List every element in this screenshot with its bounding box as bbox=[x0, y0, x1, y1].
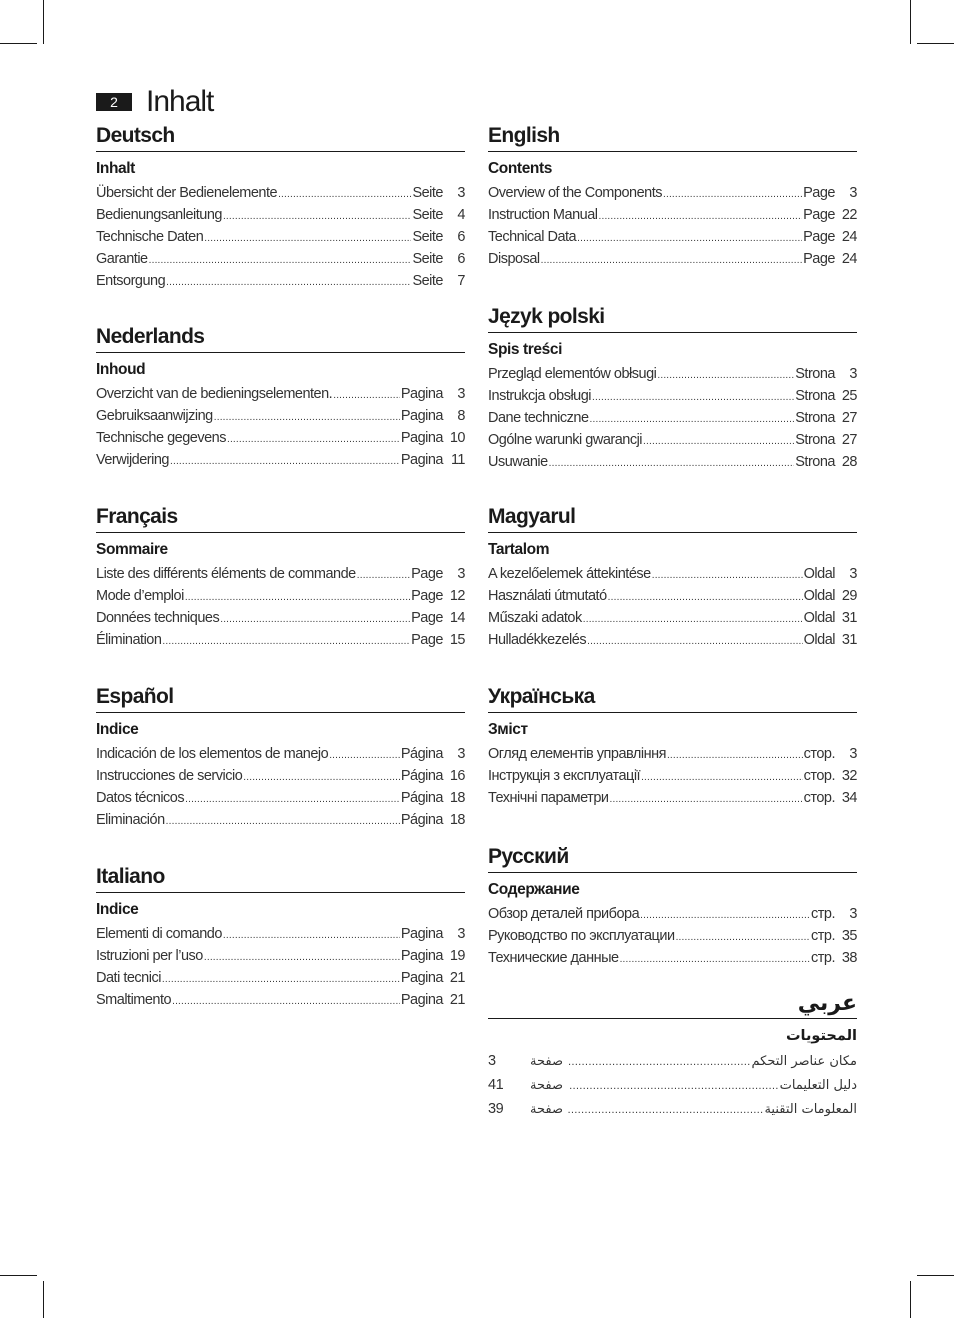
toc-page-number: 3 bbox=[457, 926, 465, 942]
toc-page-label: Seite bbox=[412, 251, 443, 267]
toc-entry bbox=[488, 904, 857, 926]
toc-entry-title: Технічні параметри bbox=[488, 790, 609, 806]
toc-entry-title: Gebruiksaanwijzing bbox=[96, 408, 213, 424]
toc-page-number: 39 bbox=[488, 1101, 504, 1117]
crop-mark bbox=[43, 1281, 44, 1318]
section-subtitle: Содержание bbox=[488, 881, 580, 898]
toc-page-label: Pagina bbox=[400, 386, 443, 402]
toc-entry-title: Élimination bbox=[96, 632, 162, 648]
toc-entry bbox=[488, 408, 857, 430]
toc-page-number: 3 bbox=[457, 185, 465, 201]
dot-leader bbox=[172, 990, 400, 1012]
toc-entry-title: Ogólne warunki gwarancji bbox=[488, 432, 643, 448]
dot-leader bbox=[657, 364, 794, 386]
toc-entry-title: Instrucciones de servicio bbox=[96, 768, 243, 784]
toc-entry bbox=[488, 1050, 857, 1074]
toc-page-label: Page bbox=[803, 251, 835, 267]
toc-entry bbox=[488, 788, 857, 810]
section-subtitle: Contents bbox=[488, 160, 552, 177]
dot-leader bbox=[641, 766, 803, 788]
toc-page-label: صفحة bbox=[530, 1102, 563, 1117]
toc-entry-title: Інструкція з експлуатації bbox=[488, 768, 641, 784]
section-title: English bbox=[488, 123, 857, 152]
dot-leader bbox=[166, 271, 411, 293]
toc-page-number: 10 bbox=[449, 430, 465, 446]
page-number-badge: 2 bbox=[96, 93, 132, 111]
toc-page-label: стр. bbox=[811, 950, 835, 966]
toc-entry-title: Hulladékkezelés bbox=[488, 632, 587, 648]
dot-leader bbox=[357, 564, 410, 586]
toc-entry bbox=[96, 810, 465, 832]
toc-entry bbox=[488, 249, 857, 271]
toc-page-number: 21 bbox=[449, 992, 465, 1008]
toc-page-label: Pagina bbox=[400, 430, 443, 446]
toc-page-number: 3 bbox=[849, 906, 857, 922]
toc-page-number: 15 bbox=[449, 632, 465, 648]
dot-leader bbox=[676, 926, 810, 948]
toc-section-ar bbox=[488, 990, 857, 1122]
toc-list bbox=[96, 744, 465, 832]
section-subtitle: Indice bbox=[96, 901, 139, 918]
toc-page-number: 14 bbox=[449, 610, 465, 626]
toc-page-number: 18 bbox=[449, 790, 465, 806]
toc-entry bbox=[96, 450, 465, 472]
toc-entry bbox=[96, 990, 465, 1012]
toc-entry-title: Технические данные bbox=[488, 950, 619, 966]
dot-leader bbox=[587, 630, 803, 652]
toc-entry-title: Руководство по эксплуатации bbox=[488, 928, 675, 944]
toc-entry bbox=[488, 205, 857, 227]
section-title: Nederlands bbox=[96, 324, 465, 353]
toc-page-label: стр. bbox=[811, 906, 835, 922]
toc-page-label: Page bbox=[803, 185, 835, 201]
section-title: Italiano bbox=[96, 864, 465, 893]
dot-leader bbox=[549, 452, 795, 474]
toc-page-number: 22 bbox=[841, 207, 857, 223]
toc-list bbox=[96, 924, 465, 1012]
dot-leader bbox=[220, 608, 410, 630]
section-title: Español bbox=[96, 684, 465, 713]
toc-page-label: Pagina bbox=[400, 992, 443, 1008]
dot-leader bbox=[185, 788, 400, 810]
toc-section-pl bbox=[488, 304, 857, 474]
toc-page-number: 35 bbox=[841, 928, 857, 944]
toc-page-number: 41 bbox=[488, 1077, 504, 1093]
section-subtitle: Indice bbox=[96, 721, 139, 738]
toc-page-number: 32 bbox=[841, 768, 857, 784]
toc-entry-title: Dati tecnici bbox=[96, 970, 161, 986]
dot-leader bbox=[583, 608, 803, 630]
toc-section-es bbox=[96, 684, 465, 832]
dot-leader bbox=[162, 630, 410, 652]
toc-list bbox=[488, 364, 857, 474]
toc-entry-title: Entsorgung bbox=[96, 273, 166, 289]
toc-page-label: Pagina bbox=[400, 452, 443, 468]
toc-page-label: Seite bbox=[412, 273, 443, 289]
toc-entry-title: Instrukcja obsługi bbox=[488, 388, 592, 404]
toc-page-number: 29 bbox=[841, 588, 857, 604]
toc-page-label: Página bbox=[400, 746, 443, 762]
toc-page-label: Page bbox=[411, 632, 443, 648]
dot-leader bbox=[568, 1099, 763, 1122]
toc-list bbox=[488, 1050, 857, 1122]
toc-page-label: صفحة bbox=[530, 1054, 563, 1069]
dot-leader bbox=[149, 249, 412, 271]
dot-leader bbox=[568, 1051, 751, 1074]
section-title: Magyarul bbox=[488, 504, 857, 533]
dot-leader bbox=[333, 384, 400, 406]
toc-entry bbox=[96, 271, 465, 293]
toc-entry bbox=[96, 766, 465, 788]
toc-page-number: 7 bbox=[457, 273, 465, 289]
toc-entry-title: Technische Daten bbox=[96, 229, 204, 245]
crop-mark bbox=[917, 43, 954, 44]
toc-entry bbox=[488, 608, 857, 630]
toc-entry-title: دليل التعليمات bbox=[779, 1078, 857, 1093]
dot-leader bbox=[329, 744, 400, 766]
toc-page-label: стор. bbox=[803, 768, 835, 784]
toc-entry-title: Usuwanie bbox=[488, 454, 548, 470]
dot-leader bbox=[243, 766, 400, 788]
toc-list bbox=[488, 183, 857, 271]
toc-list bbox=[96, 183, 465, 293]
toc-page-label: Page bbox=[411, 610, 443, 626]
toc-page-number: 18 bbox=[449, 812, 465, 828]
toc-page-label: Oldal bbox=[803, 588, 835, 604]
toc-entry bbox=[96, 564, 465, 586]
toc-entry bbox=[488, 364, 857, 386]
toc-entry-title: A kezelőelemek áttekintése bbox=[488, 566, 651, 582]
toc-entry-title: Instruction Manual bbox=[488, 207, 598, 223]
toc-entry bbox=[488, 452, 857, 474]
toc-page-number: 21 bbox=[449, 970, 465, 986]
toc-page-number: 31 bbox=[841, 632, 857, 648]
toc-page-label: Page bbox=[411, 588, 443, 604]
dot-leader bbox=[166, 810, 400, 832]
toc-entry-title: Données techniques bbox=[96, 610, 220, 626]
toc-section-fr bbox=[96, 504, 465, 652]
dot-leader bbox=[162, 968, 400, 990]
toc-entry-title: Обзор деталей прибора bbox=[488, 906, 640, 922]
toc-page-label: Strona bbox=[795, 454, 835, 470]
toc-entry bbox=[488, 766, 857, 788]
dot-leader bbox=[227, 428, 400, 450]
toc-page-number: 16 bbox=[449, 768, 465, 784]
toc-list bbox=[96, 384, 465, 472]
toc-page-label: Strona bbox=[795, 410, 835, 426]
toc-page-label: Página bbox=[400, 790, 443, 806]
dot-leader bbox=[598, 205, 802, 227]
toc-entry-title: Használati útmutató bbox=[488, 588, 607, 604]
toc-entry-title: Mode d’emploi bbox=[96, 588, 184, 604]
section-title: Język polski bbox=[488, 304, 857, 333]
toc-page-label: Strona bbox=[795, 388, 835, 404]
dot-leader bbox=[278, 183, 411, 205]
toc-entry-title: Smaltimento bbox=[96, 992, 172, 1008]
toc-entry bbox=[96, 227, 465, 249]
toc-page-label: Pagina bbox=[400, 948, 443, 964]
toc-page-number: 19 bbox=[449, 948, 465, 964]
toc-entry bbox=[96, 924, 465, 946]
toc-page-number: 12 bbox=[449, 588, 465, 604]
toc-page-label: Página bbox=[400, 812, 443, 828]
toc-entry bbox=[96, 205, 465, 227]
dot-leader bbox=[185, 586, 410, 608]
toc-page-label: Pagina bbox=[400, 926, 443, 942]
dot-leader bbox=[541, 249, 803, 271]
dot-leader bbox=[223, 205, 411, 227]
toc-entry-title: Bedienungsanleitung bbox=[96, 207, 222, 223]
toc-entry-title: Technical Data bbox=[488, 229, 577, 245]
toc-page-label: Oldal bbox=[803, 566, 835, 582]
toc-entry bbox=[96, 968, 465, 990]
toc-entry bbox=[488, 227, 857, 249]
dot-leader bbox=[608, 586, 803, 608]
toc-entry bbox=[96, 183, 465, 205]
dot-leader bbox=[643, 430, 794, 452]
toc-entry bbox=[488, 586, 857, 608]
toc-page-label: Strona bbox=[795, 432, 835, 448]
toc-entry bbox=[96, 788, 465, 810]
toc-entry-title: Przegląd elementów obłsugi bbox=[488, 366, 657, 382]
dot-leader bbox=[204, 227, 411, 249]
toc-list bbox=[488, 744, 857, 810]
toc-entry-title: Technische gegevens bbox=[96, 430, 226, 446]
toc-entry-title: Eliminación bbox=[96, 812, 165, 828]
section-subtitle: Зміст bbox=[488, 721, 528, 738]
toc-entry bbox=[488, 926, 857, 948]
toc-page-number: 3 bbox=[849, 746, 857, 762]
crop-mark bbox=[43, 0, 44, 44]
dot-leader bbox=[577, 227, 802, 249]
section-subtitle: Spis treści bbox=[488, 341, 563, 358]
section-subtitle: Inhoud bbox=[96, 361, 146, 378]
toc-page-number: 31 bbox=[841, 610, 857, 626]
section-title: Deutsch bbox=[96, 123, 465, 152]
toc-page-label: Pagina bbox=[400, 408, 443, 424]
toc-entry-title: Overview of the Components bbox=[488, 185, 662, 201]
toc-list bbox=[96, 564, 465, 652]
toc-page-number: 27 bbox=[841, 410, 857, 426]
toc-entry-title: مكان عناصر التحكم bbox=[751, 1054, 857, 1069]
toc-section-en bbox=[488, 123, 857, 271]
toc-entry bbox=[488, 630, 857, 652]
toc-page-label: Page bbox=[803, 229, 835, 245]
toc-entry-title: Verwijdering bbox=[96, 452, 169, 468]
toc-page-number: 3 bbox=[457, 386, 465, 402]
dot-leader bbox=[620, 948, 810, 970]
toc-page-number: 28 bbox=[841, 454, 857, 470]
section-subtitle: المحتويات bbox=[785, 1028, 857, 1044]
toc-page-number: 24 bbox=[841, 251, 857, 267]
toc-entry-title: Műszaki adatok bbox=[488, 610, 582, 626]
toc-entry bbox=[96, 428, 465, 450]
toc-entry bbox=[96, 384, 465, 406]
toc-entry-title: Indicación de los elementos de manejo bbox=[96, 746, 329, 762]
dot-leader bbox=[663, 183, 802, 205]
toc-entry-title: Liste des différents éléments de commande bbox=[96, 566, 356, 582]
toc-page-number: 6 bbox=[457, 251, 465, 267]
toc-entry bbox=[96, 249, 465, 271]
toc-section-uk bbox=[488, 684, 857, 810]
crop-mark bbox=[917, 1275, 954, 1276]
dot-leader bbox=[170, 450, 400, 472]
toc-entry-title: Dane techniczne bbox=[488, 410, 589, 426]
toc-page-label: Seite bbox=[412, 207, 443, 223]
toc-entry bbox=[96, 630, 465, 652]
dot-leader bbox=[214, 406, 400, 428]
crop-mark bbox=[0, 1275, 37, 1276]
toc-page-number: 38 bbox=[841, 950, 857, 966]
page-title: Inhalt bbox=[146, 85, 214, 118]
toc-page-label: Strona bbox=[795, 366, 835, 382]
dot-leader bbox=[640, 904, 810, 926]
toc-list bbox=[488, 904, 857, 970]
toc-entry-title: Disposal bbox=[488, 251, 540, 267]
toc-entry-title: Overzicht van de bedieningselementen. bbox=[96, 386, 333, 402]
crop-mark bbox=[910, 1281, 911, 1318]
dot-leader bbox=[667, 744, 803, 766]
dot-leader bbox=[568, 1075, 779, 1098]
toc-page-number: 3 bbox=[849, 366, 857, 382]
section-title: Français bbox=[96, 504, 465, 533]
section-title: عربي bbox=[488, 990, 857, 1019]
section-title: Українська bbox=[488, 684, 857, 713]
toc-entry bbox=[488, 183, 857, 205]
section-subtitle: Sommaire bbox=[96, 541, 168, 558]
toc-page-number: 3 bbox=[849, 185, 857, 201]
dot-leader bbox=[652, 564, 803, 586]
toc-entry bbox=[96, 406, 465, 428]
toc-page-label: Seite bbox=[412, 229, 443, 245]
toc-page-number: 3 bbox=[488, 1053, 496, 1069]
toc-page-label: Page bbox=[803, 207, 835, 223]
toc-entry-title: Elementi di comando bbox=[96, 926, 222, 942]
toc-entry bbox=[488, 1098, 857, 1122]
toc-page-number: 25 bbox=[841, 388, 857, 404]
toc-entry bbox=[96, 744, 465, 766]
toc-entry bbox=[488, 386, 857, 408]
toc-entry bbox=[488, 564, 857, 586]
dot-leader bbox=[223, 924, 400, 946]
toc-entry-title: Istruzioni per l’uso bbox=[96, 948, 203, 964]
toc-page-number: 27 bbox=[841, 432, 857, 448]
toc-page-number: 4 bbox=[457, 207, 465, 223]
toc-entry-title: المعلومات التقنية bbox=[764, 1102, 857, 1117]
toc-page-number: 6 bbox=[457, 229, 465, 245]
dot-leader bbox=[609, 788, 802, 810]
toc-entry bbox=[488, 430, 857, 452]
toc-page-label: стр. bbox=[811, 928, 835, 944]
dot-leader bbox=[592, 386, 794, 408]
toc-section-de bbox=[96, 123, 465, 293]
toc-page-label: Página bbox=[400, 768, 443, 784]
toc-entry-title: Огляд елементів управління bbox=[488, 746, 666, 762]
toc-page-number: 34 bbox=[841, 790, 857, 806]
toc-entry-title: Datos técnicos bbox=[96, 790, 185, 806]
toc-section-it bbox=[96, 864, 465, 1012]
crop-mark bbox=[910, 0, 911, 44]
toc-entry bbox=[96, 946, 465, 968]
toc-entry bbox=[488, 744, 857, 766]
toc-section-hu bbox=[488, 504, 857, 652]
toc-page-label: Oldal bbox=[803, 632, 835, 648]
toc-section-ru bbox=[488, 844, 857, 970]
dot-leader bbox=[590, 408, 795, 430]
section-subtitle: Tartalom bbox=[488, 541, 550, 558]
dot-leader bbox=[204, 946, 400, 968]
toc-section-nl bbox=[96, 324, 465, 472]
toc-page-label: Seite bbox=[412, 185, 443, 201]
toc-entry bbox=[488, 948, 857, 970]
section-title: Русский bbox=[488, 844, 857, 873]
toc-page-label: стор. bbox=[803, 790, 835, 806]
toc-page-number: 11 bbox=[450, 452, 465, 468]
toc-page-number: 3 bbox=[849, 566, 857, 582]
toc-list bbox=[488, 564, 857, 652]
toc-page-number: 24 bbox=[841, 229, 857, 245]
toc-page-label: стор. bbox=[803, 746, 835, 762]
toc-page-number: 8 bbox=[457, 408, 465, 424]
toc-page-number: 3 bbox=[457, 746, 465, 762]
toc-page-label: Pagina bbox=[400, 970, 443, 986]
toc-entry bbox=[96, 586, 465, 608]
toc-entry-title: Garantie bbox=[96, 251, 148, 267]
toc-page-label: Page bbox=[411, 566, 443, 582]
section-subtitle: Inhalt bbox=[96, 160, 135, 177]
toc-page-number: 3 bbox=[457, 566, 465, 582]
toc-entry bbox=[96, 608, 465, 630]
toc-entry-title: Übersicht der Bedienelemente bbox=[96, 185, 278, 201]
toc-page-label: صفحة bbox=[530, 1078, 563, 1093]
crop-mark bbox=[0, 43, 37, 44]
toc-page-label: Oldal bbox=[803, 610, 835, 626]
toc-entry bbox=[488, 1074, 857, 1098]
